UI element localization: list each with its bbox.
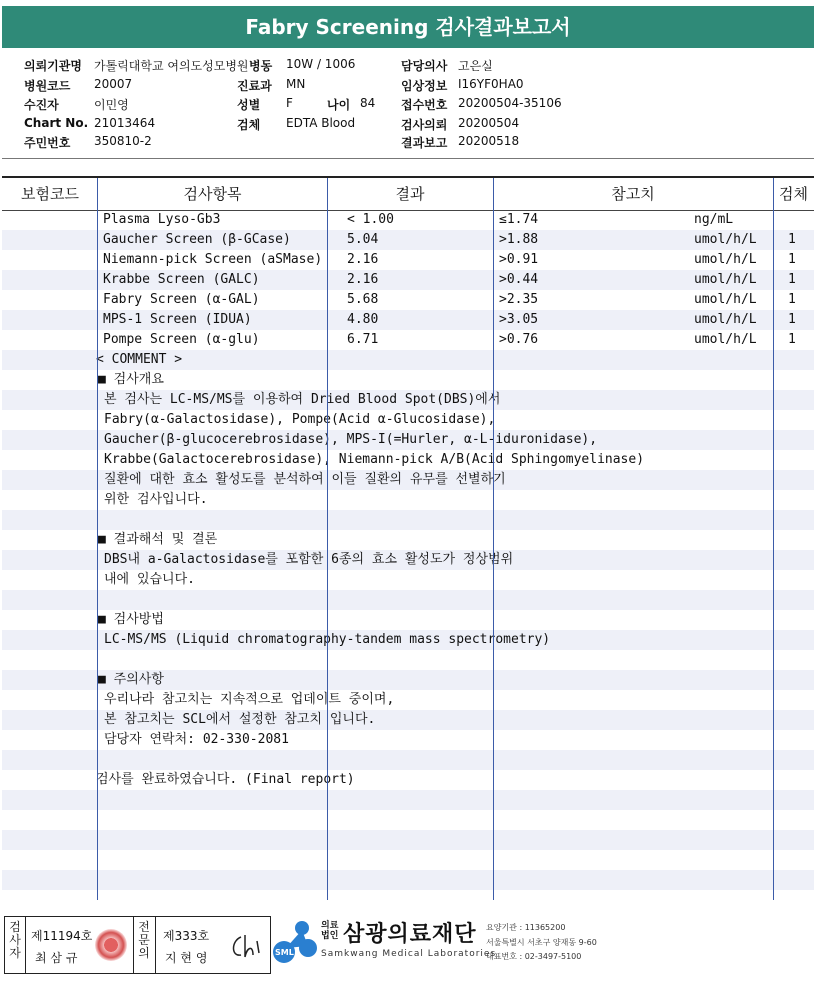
contact-phone: 대표번호 : 02-3497-5100 (486, 952, 582, 961)
test-item-cell: MPS-1 Screen (IDUA) (103, 312, 252, 327)
result-cell: 2.16 (347, 252, 379, 267)
age-label: 나이 (327, 98, 351, 112)
logo-text: SML (275, 948, 294, 957)
specimen-cell: 1 (788, 252, 796, 267)
comment-line: ■ 결과해석 및 결론 (98, 532, 218, 547)
comment-line: ■ 검사개요 (98, 372, 164, 387)
row-stripe (2, 830, 814, 850)
report-date-value: 20200518 (458, 134, 520, 148)
specimen-cell: 1 (788, 332, 796, 347)
clinical-info-value: I16YF0HA0 (458, 77, 524, 91)
comment-line: 위한 검사입니다. (104, 492, 208, 507)
ward-label: 병동 (249, 59, 273, 73)
reference-cell: >0.44 (499, 272, 539, 287)
institution-label: 의뢰기관명 (24, 59, 82, 73)
unit-cell: umol/h/L (694, 232, 757, 247)
request-date-label: 검사의뢰 (401, 118, 448, 132)
specialist-name: 지 현 영 (165, 951, 208, 965)
department-label: 진료과 (237, 79, 272, 93)
col-specimen: 검체 (779, 185, 808, 203)
comment-line: 담당자 연락처: 02-330-2081 (104, 732, 289, 747)
test-item-cell: Plasma Lyso-Gb3 (103, 212, 221, 227)
sex-value: F (286, 96, 293, 110)
unit-cell: umol/h/L (694, 332, 757, 347)
report-title: Fabry Screening 검사결과보고서 (2, 6, 814, 48)
brand-name: 삼광의료재단 (343, 922, 477, 947)
col-divider (327, 178, 328, 900)
col-insurance-code: 보험코드 (21, 185, 79, 203)
id-label: 주민번호 (24, 136, 71, 150)
chart-no-label: Chart No. (24, 116, 89, 130)
contact-institution: 요양기관 : 11365200 (486, 923, 566, 932)
test-item-cell: Niemann-pick Screen (aSMase) (103, 252, 323, 267)
comment-line: ■ 주의사항 (98, 672, 164, 687)
department-value: MN (286, 77, 306, 91)
clinical-info-label: 임상정보 (401, 79, 448, 93)
row-stripe (2, 750, 814, 770)
comment-line: Krabbe(Galactocerebrosidase), Niemann-pick A/B(Acid Sphingomyelinase) (104, 452, 645, 467)
patient-label: 수진자 (24, 98, 59, 112)
table-row (2, 290, 814, 310)
sex-label: 성별 (237, 98, 261, 112)
result-cell: 6.71 (347, 332, 379, 347)
comment-line: 질환에 대한 효소 활성도를 분석하여 이들 질환의 유무를 선별하기 (104, 472, 506, 487)
comment-line: ■ 검사방법 (98, 612, 164, 627)
signature-box (4, 916, 271, 974)
ward-value: 10W / 1006 (286, 57, 356, 71)
chart-no-value: 21013464 (94, 116, 156, 130)
hospital-code-value: 20007 (94, 77, 133, 91)
specimen-value: EDTA Blood (286, 116, 356, 130)
result-cell: 5.68 (347, 292, 379, 307)
reference-cell: ≤1.74 (499, 212, 539, 227)
comment-line: DBS내 a-Galactosidase를 포함한 6종의 효소 활성도가 정상범위 (104, 552, 514, 567)
result-cell: 2.16 (347, 272, 379, 287)
table-row (2, 230, 814, 250)
col-divider (97, 178, 98, 900)
col-test-item: 검사항목 (183, 185, 242, 203)
comment-line: < COMMENT > (96, 352, 183, 367)
sig-divider (155, 917, 156, 973)
tester-license: 제11194호 (31, 929, 93, 943)
brand-english: Samkwang Medical Laboratories (321, 949, 497, 959)
comment-line: 본 참고치는 SCL에서 설정한 참고치 입니다. (104, 712, 376, 727)
row-stripe (2, 870, 814, 890)
table-row (2, 310, 814, 330)
row-stripe (2, 790, 814, 810)
comment-line: 검사를 완료하였습니다. (Final report) (96, 772, 355, 787)
sml-logo-icon (272, 918, 318, 964)
unit-cell: umol/h/L (694, 312, 757, 327)
doctor-value: 고은실 (458, 59, 493, 73)
specimen-label: 검체 (237, 118, 261, 132)
reference-cell: >0.76 (499, 332, 539, 347)
comment-line: 내에 있습니다. (104, 572, 196, 587)
reference-cell: >0.91 (499, 252, 539, 267)
specimen-cell: 1 (788, 232, 796, 247)
unit-cell: umol/h/L (694, 252, 757, 267)
specimen-cell: 1 (788, 312, 796, 327)
specialist-label: 전문의 (138, 920, 150, 960)
sig-divider (133, 917, 134, 973)
result-cell: 4.80 (347, 312, 379, 327)
col-divider (773, 178, 774, 900)
reference-cell: >2.35 (499, 292, 539, 307)
comment-line: Gaucher(β-glucocerebrosidase), MPS-I(=Hurler, α-L-iduronidase), (104, 432, 598, 447)
col-result: 결과 (395, 185, 425, 203)
test-item-cell: Krabbe Screen (GALC) (103, 272, 260, 287)
id-value: 350810-2 (94, 134, 152, 148)
table-row (2, 330, 814, 350)
doctor-label: 담당의사 (401, 59, 448, 73)
test-item-cell: Fabry Screen (α-GAL) (103, 292, 260, 307)
request-date-value: 20200504 (458, 116, 520, 130)
specimen-cell: 1 (788, 272, 796, 287)
receipt-no-label: 접수번호 (401, 98, 448, 112)
tester-label: 검사자 (9, 920, 21, 960)
comment-line: 본 검사는 LC-MS/MS를 이용하여 Dried Blood Spot(DBS)에서 (104, 392, 501, 407)
comment-line: Fabry(α-Galactosidase), Pompe(Acid α-Glucosidase), (104, 412, 496, 427)
test-item-cell: Gaucher Screen (β-GCase) (103, 232, 291, 247)
comment-line: 우리나라 참고치는 지속적으로 업데이트 중이며, (104, 692, 395, 707)
reference-cell: >3.05 (499, 312, 539, 327)
row-stripe (2, 590, 814, 610)
unit-cell: ng/mL (694, 212, 734, 227)
result-cell: < 1.00 (347, 212, 394, 227)
header-divider (2, 158, 814, 159)
result-cell: 5.04 (347, 232, 379, 247)
receipt-no-value: 20200504-35106 (458, 96, 562, 110)
age-value: 84 (360, 96, 376, 110)
reference-cell: >1.88 (499, 232, 539, 247)
seal-stamp-icon (95, 929, 127, 961)
unit-cell: umol/h/L (694, 272, 757, 287)
contact-address: 서울특별시 서초구 양재동 9-60 (486, 938, 597, 947)
col-reference: 참고치 (611, 185, 655, 203)
patient-value: 이민영 (94, 98, 129, 112)
sig-divider (25, 917, 26, 973)
signature-icon (227, 931, 265, 963)
brand-prefix: 의료법인 (321, 921, 339, 941)
report-date-label: 결과보고 (401, 136, 448, 150)
table-row (2, 250, 814, 270)
comment-line: LC-MS/MS (Liquid chromatography-tandem mass spectrometry) (104, 632, 551, 647)
row-stripe (2, 510, 814, 530)
table-row (2, 210, 814, 230)
tester-name: 최 삼 규 (35, 951, 78, 965)
test-item-cell: Pompe Screen (α-glu) (103, 332, 260, 347)
specialist-license: 제333호 (163, 929, 210, 943)
institution-value: 가톨릭대학교 여의도성모병원 (94, 59, 249, 73)
unit-cell: umol/h/L (694, 292, 757, 307)
specimen-cell: 1 (788, 292, 796, 307)
col-divider (493, 178, 494, 900)
report-footer (2, 906, 814, 978)
hospital-code-label: 병원코드 (24, 79, 71, 93)
table-row (2, 270, 814, 290)
results-table-header (2, 176, 814, 211)
